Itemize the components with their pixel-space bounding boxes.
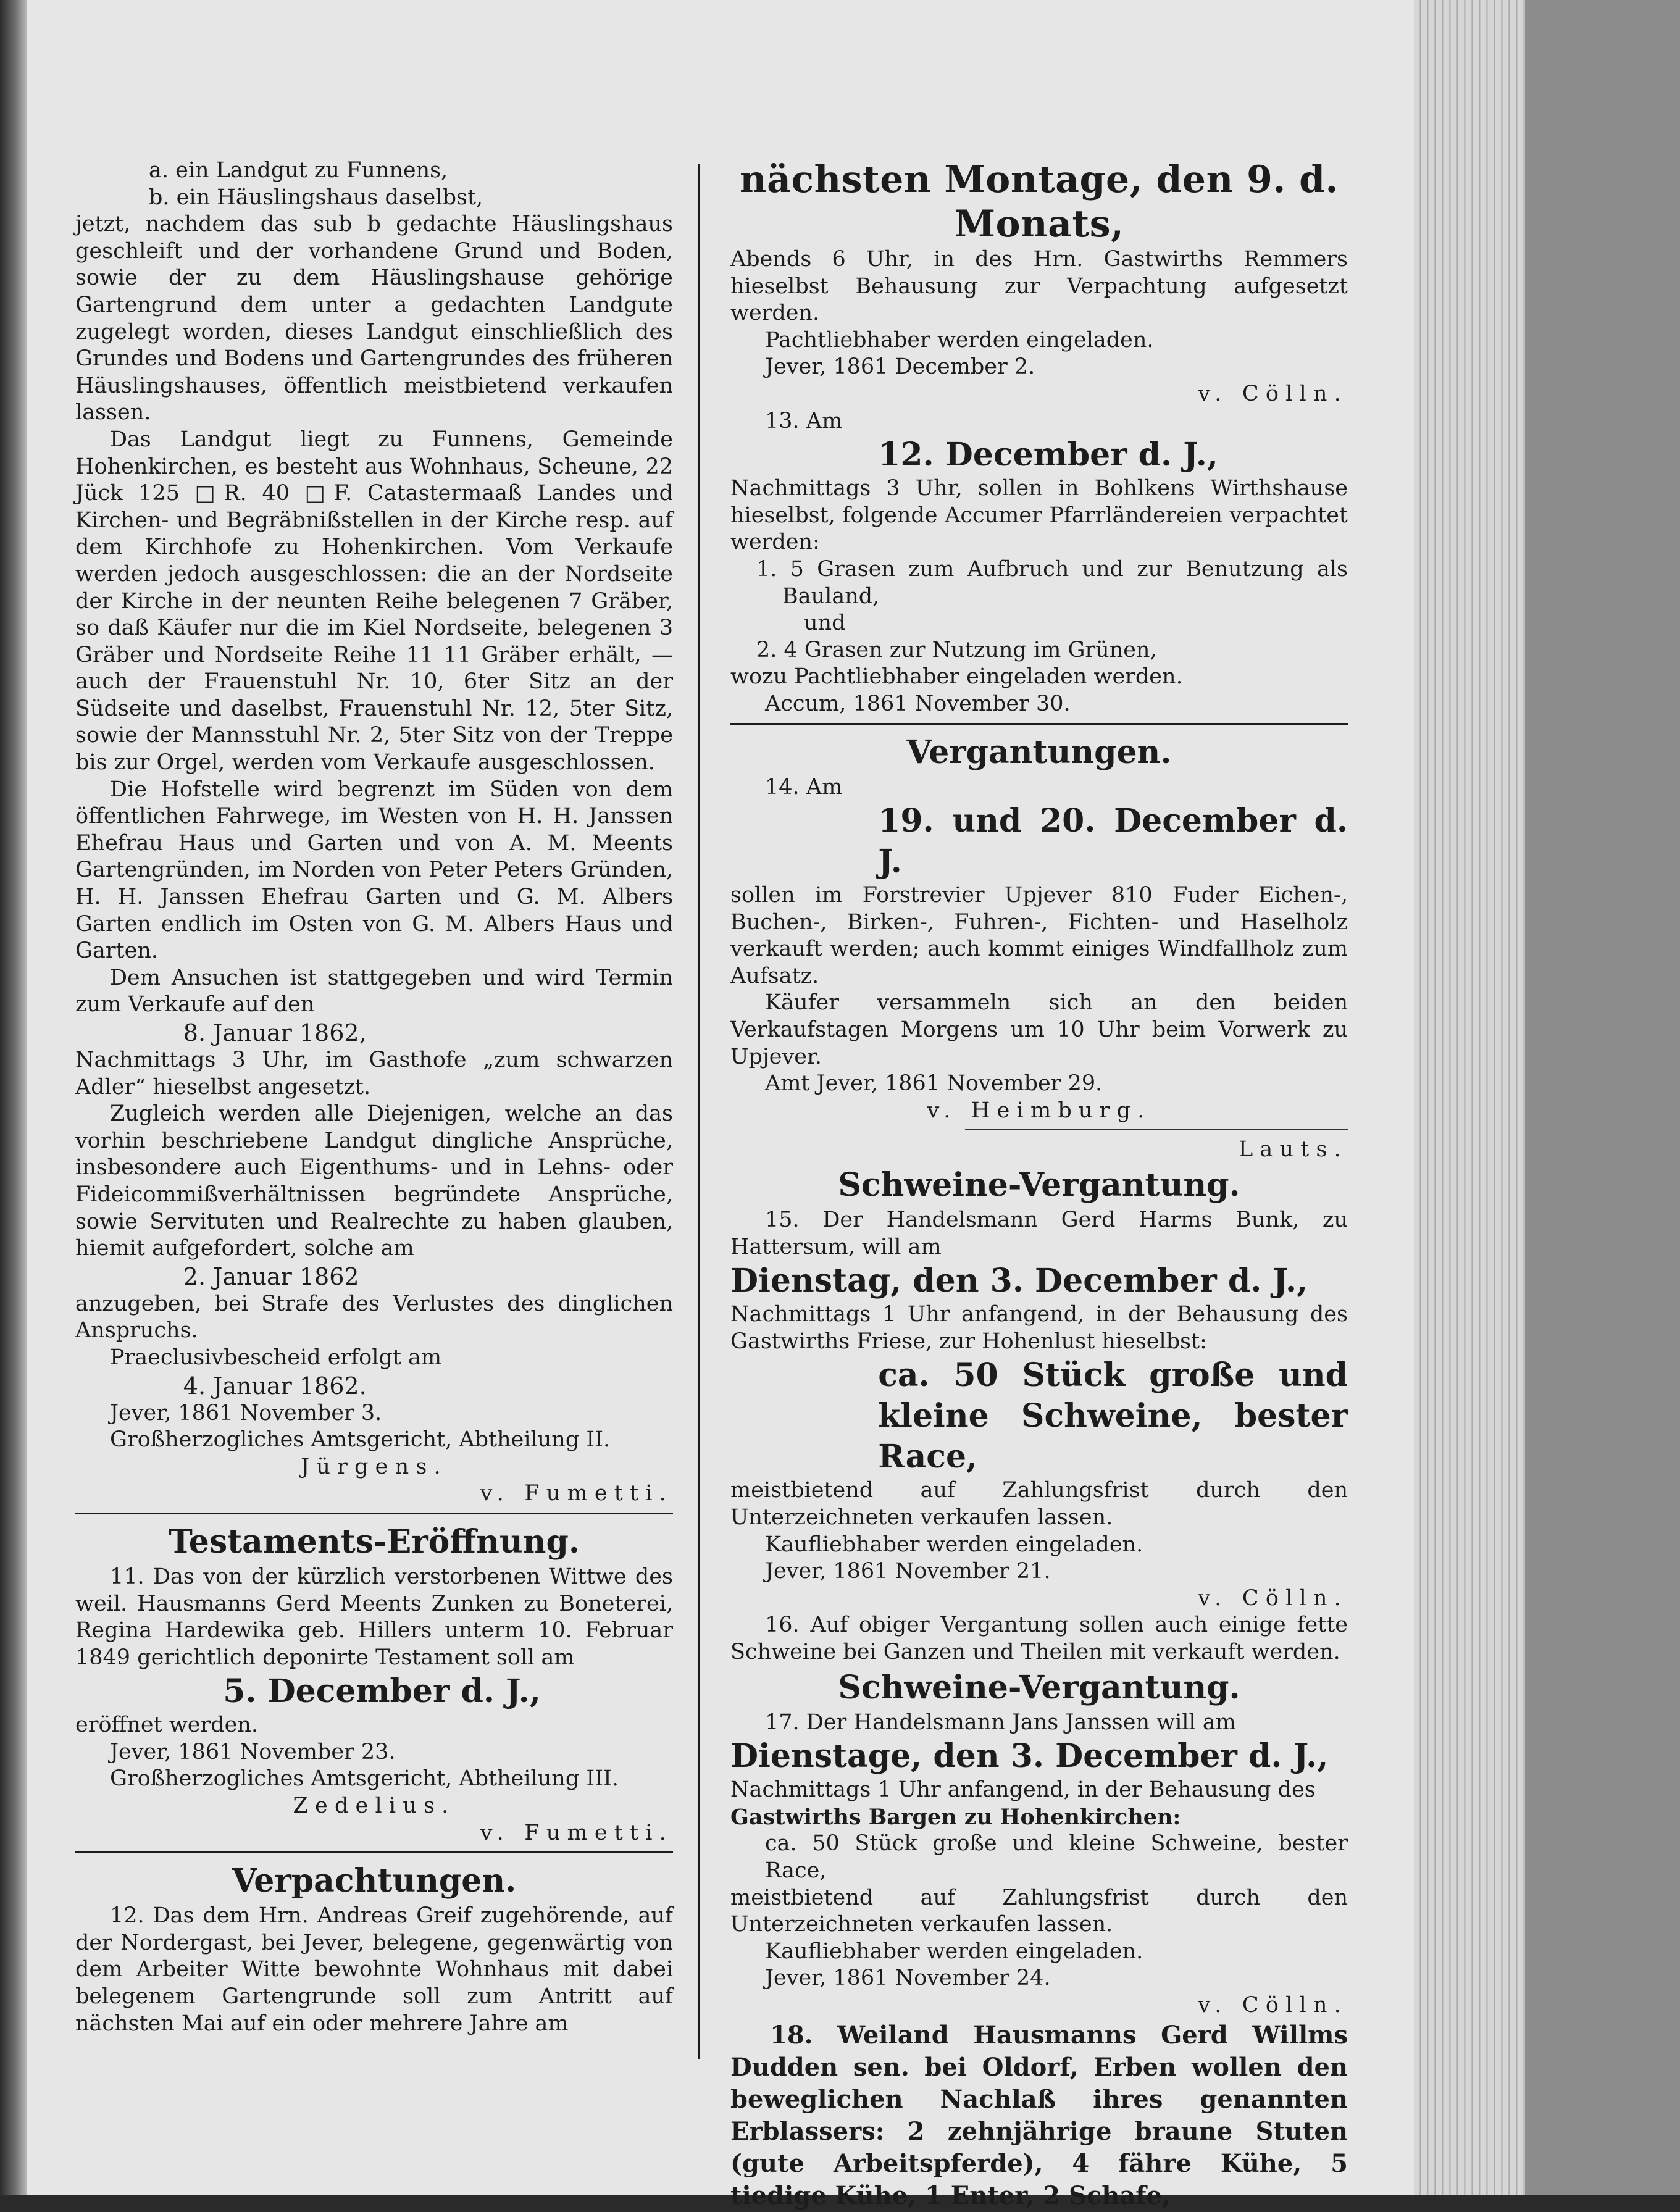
paragraph: Nachmittags 1 Uhr anfangend, in der Behausung des Gastwirths Friese, zur Hohenlust hieselbst: [730, 1302, 1348, 1354]
paragraph: Käufer versammeln sich an den beiden Verkaufstagen Morgens um 10 Uhr beim Vorwerk zu Upjever. [730, 990, 1348, 1069]
paragraph: wozu Pachtliebhaber eingeladen werden. [730, 664, 1183, 690]
paragraph: meistbietend auf Zahlungsfrist durch den Unterzeichneten verkaufen lassen. [730, 1885, 1348, 1937]
list-item: 1. 5 Grasen zum Aufbruch und zur Benutzung als Bauland, [756, 556, 1348, 609]
paragraph: Kaufliebhaber werden eingeladen. [765, 1532, 1143, 1557]
date-line: 4. Januar 1862. [183, 1372, 367, 1400]
date-line: Dienstag, den 3. December d. J., [730, 1262, 1308, 1300]
signature: Zedelius. [293, 1793, 456, 1819]
section-divider [730, 723, 1348, 725]
place-date: Jever, 1861 November 3. [110, 1400, 382, 1425]
court-line: Großherzogliches Amtsgericht, Abtheilung II. [110, 1427, 611, 1453]
paragraph: Dem Ansuchen ist stattgegeben und wird Termin zum Verkaufe auf den [75, 965, 673, 1017]
date-line: Dienstage, den 3. December d. J., [730, 1737, 1329, 1776]
paragraph: Das Landgut liegt zu Funnens, Gemeinde Hohenkirchen, es besteht aus Wohnhaus, Scheune, 22 Jück 125 □R. 40 □F. Catastermaaß Landes und Kirchen- und Begräbnißstellen in der Kirche resp. auf dem Kirchhofe zu Hohenkirchen. Vom Verkaufe werden jedoch ausgeschlossen: die an der Nordseite der Kirche in der neunten Reihe belegenen 7 Gräber, so daß Käufer nur die im Kiel Nordseite, belegenen 3 Gräber und Nordseite Reihe 11 11 Gräber erhält, — auch der Frauenstuhl Nr. 10, 6ter Sitz an der Südseite und daselbst, Frauenstuhl Nr. 12, 5ter Sitz, sowie der Mannsstuhl Nr. 2, 5ter Sitz von der Treppe bis zur Orgel, werden vom Verkaufe ausgeschlossen. [75, 427, 673, 775]
date-line: 8. Januar 1862, [183, 1019, 367, 1046]
item-number: 14. Am [765, 774, 843, 799]
paragraph: Nachmittags 1 Uhr anfangend, in der Behausung des [730, 1777, 1316, 1803]
paragraph: Abends 6 Uhr, in des Hrn. Gastwirths Remmers hieselbst Behausung zur Verpachtung aufgesetzt werden. [730, 247, 1348, 326]
paragraph: anzugeben, bei Strafe des Verlustes des dinglichen Anspruchs. [75, 1291, 673, 1343]
signature: v. Fumetti. [480, 1820, 673, 1845]
paragraph: 17. Der Handelsmann Jans Janssen will am [765, 1709, 1236, 1735]
paragraph: Die Hofstelle wird begrenzt im Süden von dem öffentlichen Fahrwege, im Westen von H. H. Janssen Ehefrau Haus und Garten und von A. M. Meents Gartengründen, im Norden von Peter Peters Gründen, H. H. Janssen Ehefrau Garten und G. M. Albers Garten endlich im Osten von G. M. Albers Haus und Garten. [75, 777, 673, 964]
paragraph: 16. Auf obiger Vergantung sollen auch einige fette Schweine bei Ganzen und Theilen mit verkauft werden. [730, 1613, 1348, 1664]
date-line: 2. Januar 1862 [183, 1263, 359, 1290]
paragraph: meistbietend auf Zahlungsfrist durch den Unterzeichneten verkaufen lassen. [730, 1478, 1348, 1530]
right-column [730, 157, 1348, 2212]
section-heading-schweine-2: Schweine-Vergantung. [838, 1668, 1240, 1706]
date-line: nächsten Montage, den 9. d. Monats, [740, 158, 1339, 246]
signature: v. Heimburg. [927, 1098, 1151, 1123]
paragraph: jetzt, nachdem das sub b gedachte Häuslingshaus geschleift und der vorhandene Grund und Boden, sowie der zu dem Häuslingshause gehörige Gartengrund dem unter a gedachten Landgute zugelegt worden, dieses Landgut einschließlich des Grundes und Bodens und Gartengrundes des früheren Häuslingshauses, öffentlich meistbietend verkaufen lassen. [75, 212, 673, 425]
short-divider [965, 1129, 1348, 1130]
place-date: Amt Jever, 1861 November 29. [765, 1071, 1103, 1096]
list-item: 2. 4 Grasen zur Nutzung im Grünen, [756, 637, 1157, 662]
signature: v. Cölln. [1198, 1585, 1348, 1611]
paragraph: 18. Weiland Hausmanns Gerd Willms Dudden sen. bei Oldorf, Erben wollen den beweglichen Nachlaß ihres genannten Erblassers: 2 zehnjährige braune Stuten (gute Arbeitspferde), 4 fähre Kühe, 5 tiedige Kühe, 1 Enter, 2 Schafe, [730, 2020, 1348, 2210]
place-date: Jever, 1861 November 24. [765, 1966, 1051, 1991]
section-heading-schweine-1: Schweine-Vergantung. [838, 1166, 1240, 1204]
signature: Lauts. [1238, 1137, 1348, 1162]
paragraph: ca. 50 Stück große und kleine Schweine, bester Race, [765, 1831, 1348, 1883]
list-connector: und [804, 611, 846, 636]
date-line: 12. December d. J., [878, 436, 1218, 474]
paragraph: 15. Der Handelsmann Gerd Harms Bunk, zu Hattersum, will am [730, 1208, 1348, 1259]
item-a: a. ein Landgut zu Funnens, [149, 158, 448, 183]
highlight-offer: ca. 50 Stück große und kleine Schweine, bester Race, [878, 1356, 1348, 1476]
date-line: 19. und 20. December d. J. [878, 802, 1348, 881]
place-date: Jever, 1861 November 23. [110, 1739, 396, 1764]
paragraph: eröffnet werden. [75, 1713, 259, 1738]
section-heading-verpachtungen: Verpachtungen. [232, 1862, 517, 1900]
paragraph: Kaufliebhaber werden eingeladen. [765, 1939, 1143, 1964]
paragraph: Nachmittags 3 Uhr, sollen in Bohlkens Wirthshause hieselbst, folgende Accumer Pfarrländereien verpachtet werden: [730, 476, 1348, 555]
signature: Jürgens. [301, 1454, 448, 1479]
section-heading-testament: Testaments-Eröffnung. [169, 1522, 580, 1561]
left-column [75, 157, 673, 2037]
date-line: 5. December d. J., [223, 1672, 541, 1711]
bold-line: Gastwirths Bargen zu Hohenkirchen: [730, 1804, 1181, 1830]
paragraph: Zugleich werden alle Diejenigen, welche an das vorhin beschriebene Landgut dingliche Ansprüche, insbesondere auch Eigenthums- und in Lehns- oder Fideicommißverhältnissen begründete Ansprüche, sowie Servituten und Realrechte zu haben glauben, hiemit aufgefordert, solche am [75, 1101, 673, 1261]
signature: v. Fumetti. [480, 1481, 673, 1506]
paragraph: 11. Das von der kürzlich verstorbenen Wittwe des weil. Hausmanns Gerd Meents Zunken zu Boneterei, Regina Hardewika geb. Hillers unterm 10. Februar 1849 gerichtlich deponirte Testament soll am [75, 1564, 673, 1670]
court-line: Großherzogliches Amtsgericht, Abtheilung III. [110, 1766, 619, 1792]
item-b: b. ein Häuslingshaus daselbst, [149, 185, 483, 210]
signature: v. Cölln. [1198, 381, 1348, 406]
section-heading-vergantungen: Vergantungen. [906, 733, 1172, 771]
paragraph: 12. Das dem Hrn. Andreas Greif zugehörende, auf der Nordergast, bei Jever, belegene, gegenwärtig von dem Arbeiter Witte bewohnte Wohnhaus mit dabei belegenem Gartengrunde soll zum Antritt auf nächsten Mai auf ein oder mehrere Jahre am [75, 1903, 673, 2036]
section-divider [75, 1851, 673, 1853]
paragraph: Pachtliebhaber werden eingeladen. [765, 327, 1154, 353]
place-date: Jever, 1861 December 2. [765, 354, 1035, 380]
previous-page-edge [0, 0, 27, 2195]
paragraph: Nachmittags 3 Uhr, im Gasthofe „zum schwarzen Adler“ hieselbst angesetzt. [75, 1048, 673, 1100]
place-date: Jever, 1861 November 21. [765, 1559, 1051, 1584]
paragraph: sollen im Forstrevier Upjever 810 Fuder Eichen-, Buchen-, Birken-, Fuhren-, Fichten- und Haselholz verkauft werden; auch kommt einiges Windfallholz zum Aufsatz. [730, 883, 1348, 988]
book-cover [1525, 0, 1680, 2195]
paragraph: Praeclusivbescheid erfolgt am [110, 1345, 442, 1370]
column-divider [698, 164, 700, 2059]
item-number: 13. Am [765, 408, 843, 433]
section-divider [75, 1513, 673, 1514]
place-date: Accum, 1861 November 30. [765, 691, 1071, 716]
stacked-pages-edge [1414, 0, 1525, 2195]
signature: v. Cölln. [1198, 1992, 1348, 2018]
